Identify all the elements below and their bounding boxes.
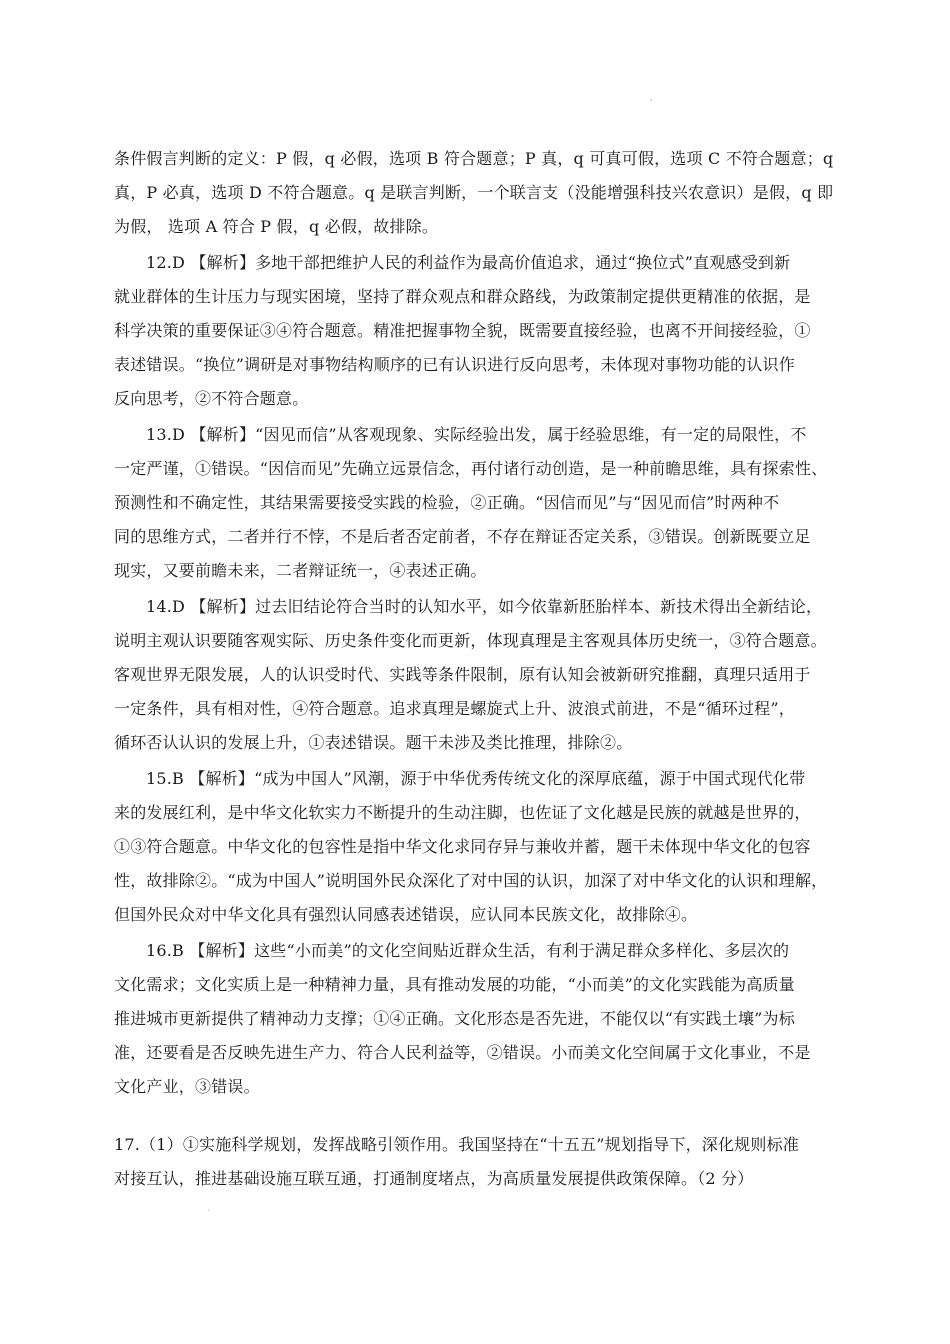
text-line: 一定严谨，①错误。“因信而见”先确立远景信念，再付诸行动创造，是一种前瞻思维，具有探索性、 (114, 459, 828, 478)
text-line: 同的思维方式，二者并行不悖，不是后者否定前者，不存在辩证否定关系，③错误。创新既要立足 (114, 527, 811, 546)
text-line: 科学决策的重要保证③④符合题意。精准把握事物全貌，既需要直接经验，也离不开间接经验，① (114, 321, 811, 340)
decorative-dot: ' (650, 98, 653, 107)
paragraph-11-continued (114, 142, 836, 244)
text-line: 文化产业，③错误。 (114, 1077, 260, 1096)
paragraph-14 (114, 590, 836, 760)
decorative-dot: · (207, 1206, 210, 1215)
text-line: 对接互认，推进基础设施互联互通，打通制度堵点，为高质量发展提供政策保障。（2 分） (114, 1169, 754, 1188)
document-body (114, 142, 836, 1196)
text-line: 就业群体的生计压力与现实困境，坚持了群众观点和群众路线，为政策制定提供更精准的依据，是 (114, 287, 811, 306)
text-line: 循环否认认识的发展上升，①表述错误。题干未涉及类比推理，排除②。 (114, 733, 633, 752)
text-line: 为假， 选项 A 符合 P 假，q 必假，故排除。 (114, 217, 439, 236)
text-line: 12.D 【解析】多地干部把维护人民的利益作为最高价值追求，通过“换位式”直观感受到新 (146, 253, 791, 272)
text-line: 反向思考，②不符合题意。 (114, 389, 309, 408)
text-line: ①③符合题意。中华文化的包容性是指中华文化求同存异与兼收并蓄，题干未体现中华文化的包容 (114, 837, 811, 856)
text-line: 现实，又要前瞻未来，二者辩证统一，④表述正确。 (114, 561, 487, 580)
text-line: 一定条件，具有相对性，④符合题意。追求真理是螺旋式上升、波浪式前进，不是“循环过程”， (114, 699, 795, 718)
text-line: 表述错误。“换位”调研是对事物结构顺序的已有认识进行反向思考，未体现对事物功能的认识作 (114, 355, 795, 374)
text-line: 真，P 必真，选项 D 不符合题意。q 是联言判断，一个联言支（没能增强科技兴农意识）是假，q 即 (114, 183, 834, 202)
paragraph-12 (114, 246, 836, 416)
text-line: 但国外民众对中华文化具有强烈认同感表述错误，应认同本民族文化，故排除④。 (114, 905, 698, 924)
text-line: 条件假言判断的定义：P 假，q 必假，选项 B 符合题意；P 真，q 可真可假，选项 C 不符合题意；q (114, 149, 834, 168)
text-line: 来的发展红利，是中华文化软实力不断提升的生动注脚，也佐证了文化越是民族的就越是世界的， (114, 803, 811, 822)
text-line: 准，还要看是否反映先进生产力、符合人民利益等，②错误。小而美文化空间属于文化事业，不是 (114, 1043, 811, 1062)
text-line: 17.（1）①实施科学规划，发挥战略引领作用。我国坚持在“十五五”规划指导下，深化规则标准 (114, 1135, 799, 1154)
text-line: 性，故排除②。“成为中国人”说明国外民众深化了对中国的认识，加深了对中华文化的认识和理解， (114, 871, 828, 890)
paragraph-16 (114, 934, 836, 1104)
text-line: 15.B 【解析】“成为中国人”风潮，源于中华优秀传统文化的深厚底蕴，源于中国式现代化带 (146, 769, 806, 788)
text-line: 13.D 【解析】“因见而信”从客观现象、实际经验出发，属于经验思维，有一定的局限性，不 (146, 425, 807, 444)
text-line: 说明主观认识要随客观实际、历史条件变化而更新，体现真理是主客观具体历史统一，③符合题意。 (114, 631, 827, 650)
text-line: 文化需求；文化实质上是一种精神力量，具有推动发展的功能，“小而美”的文化实践能为高质量 (114, 975, 795, 994)
paragraph-17 (114, 1128, 836, 1196)
text-line: 16.B 【解析】这些“小而美”的文化空间贴近群众生活，有利于满足群众多样化、多层次的 (146, 941, 790, 960)
text-line: 预测性和不确定性，其结果需要接受实践的检验，②正确。“因信而见”与“因见而信”时两种不 (114, 493, 780, 512)
paragraph-15 (114, 762, 836, 932)
paragraph-13 (114, 418, 836, 588)
text-line: 客观世界无限发展，人的认识受时代、实践等条件限制，原有认知会被新研究推翻，真理只适用于 (114, 665, 811, 684)
text-line: 推进城市更新提供了精神动力支撑；①④正确。文化形态是否先进，不能仅以“有实践土壤”为标 (114, 1009, 795, 1028)
text-line: 14.D 【解析】过去旧结论符合当时的认知水平，如今依靠新胚胎样本、新技术得出全新结论， (146, 597, 823, 616)
